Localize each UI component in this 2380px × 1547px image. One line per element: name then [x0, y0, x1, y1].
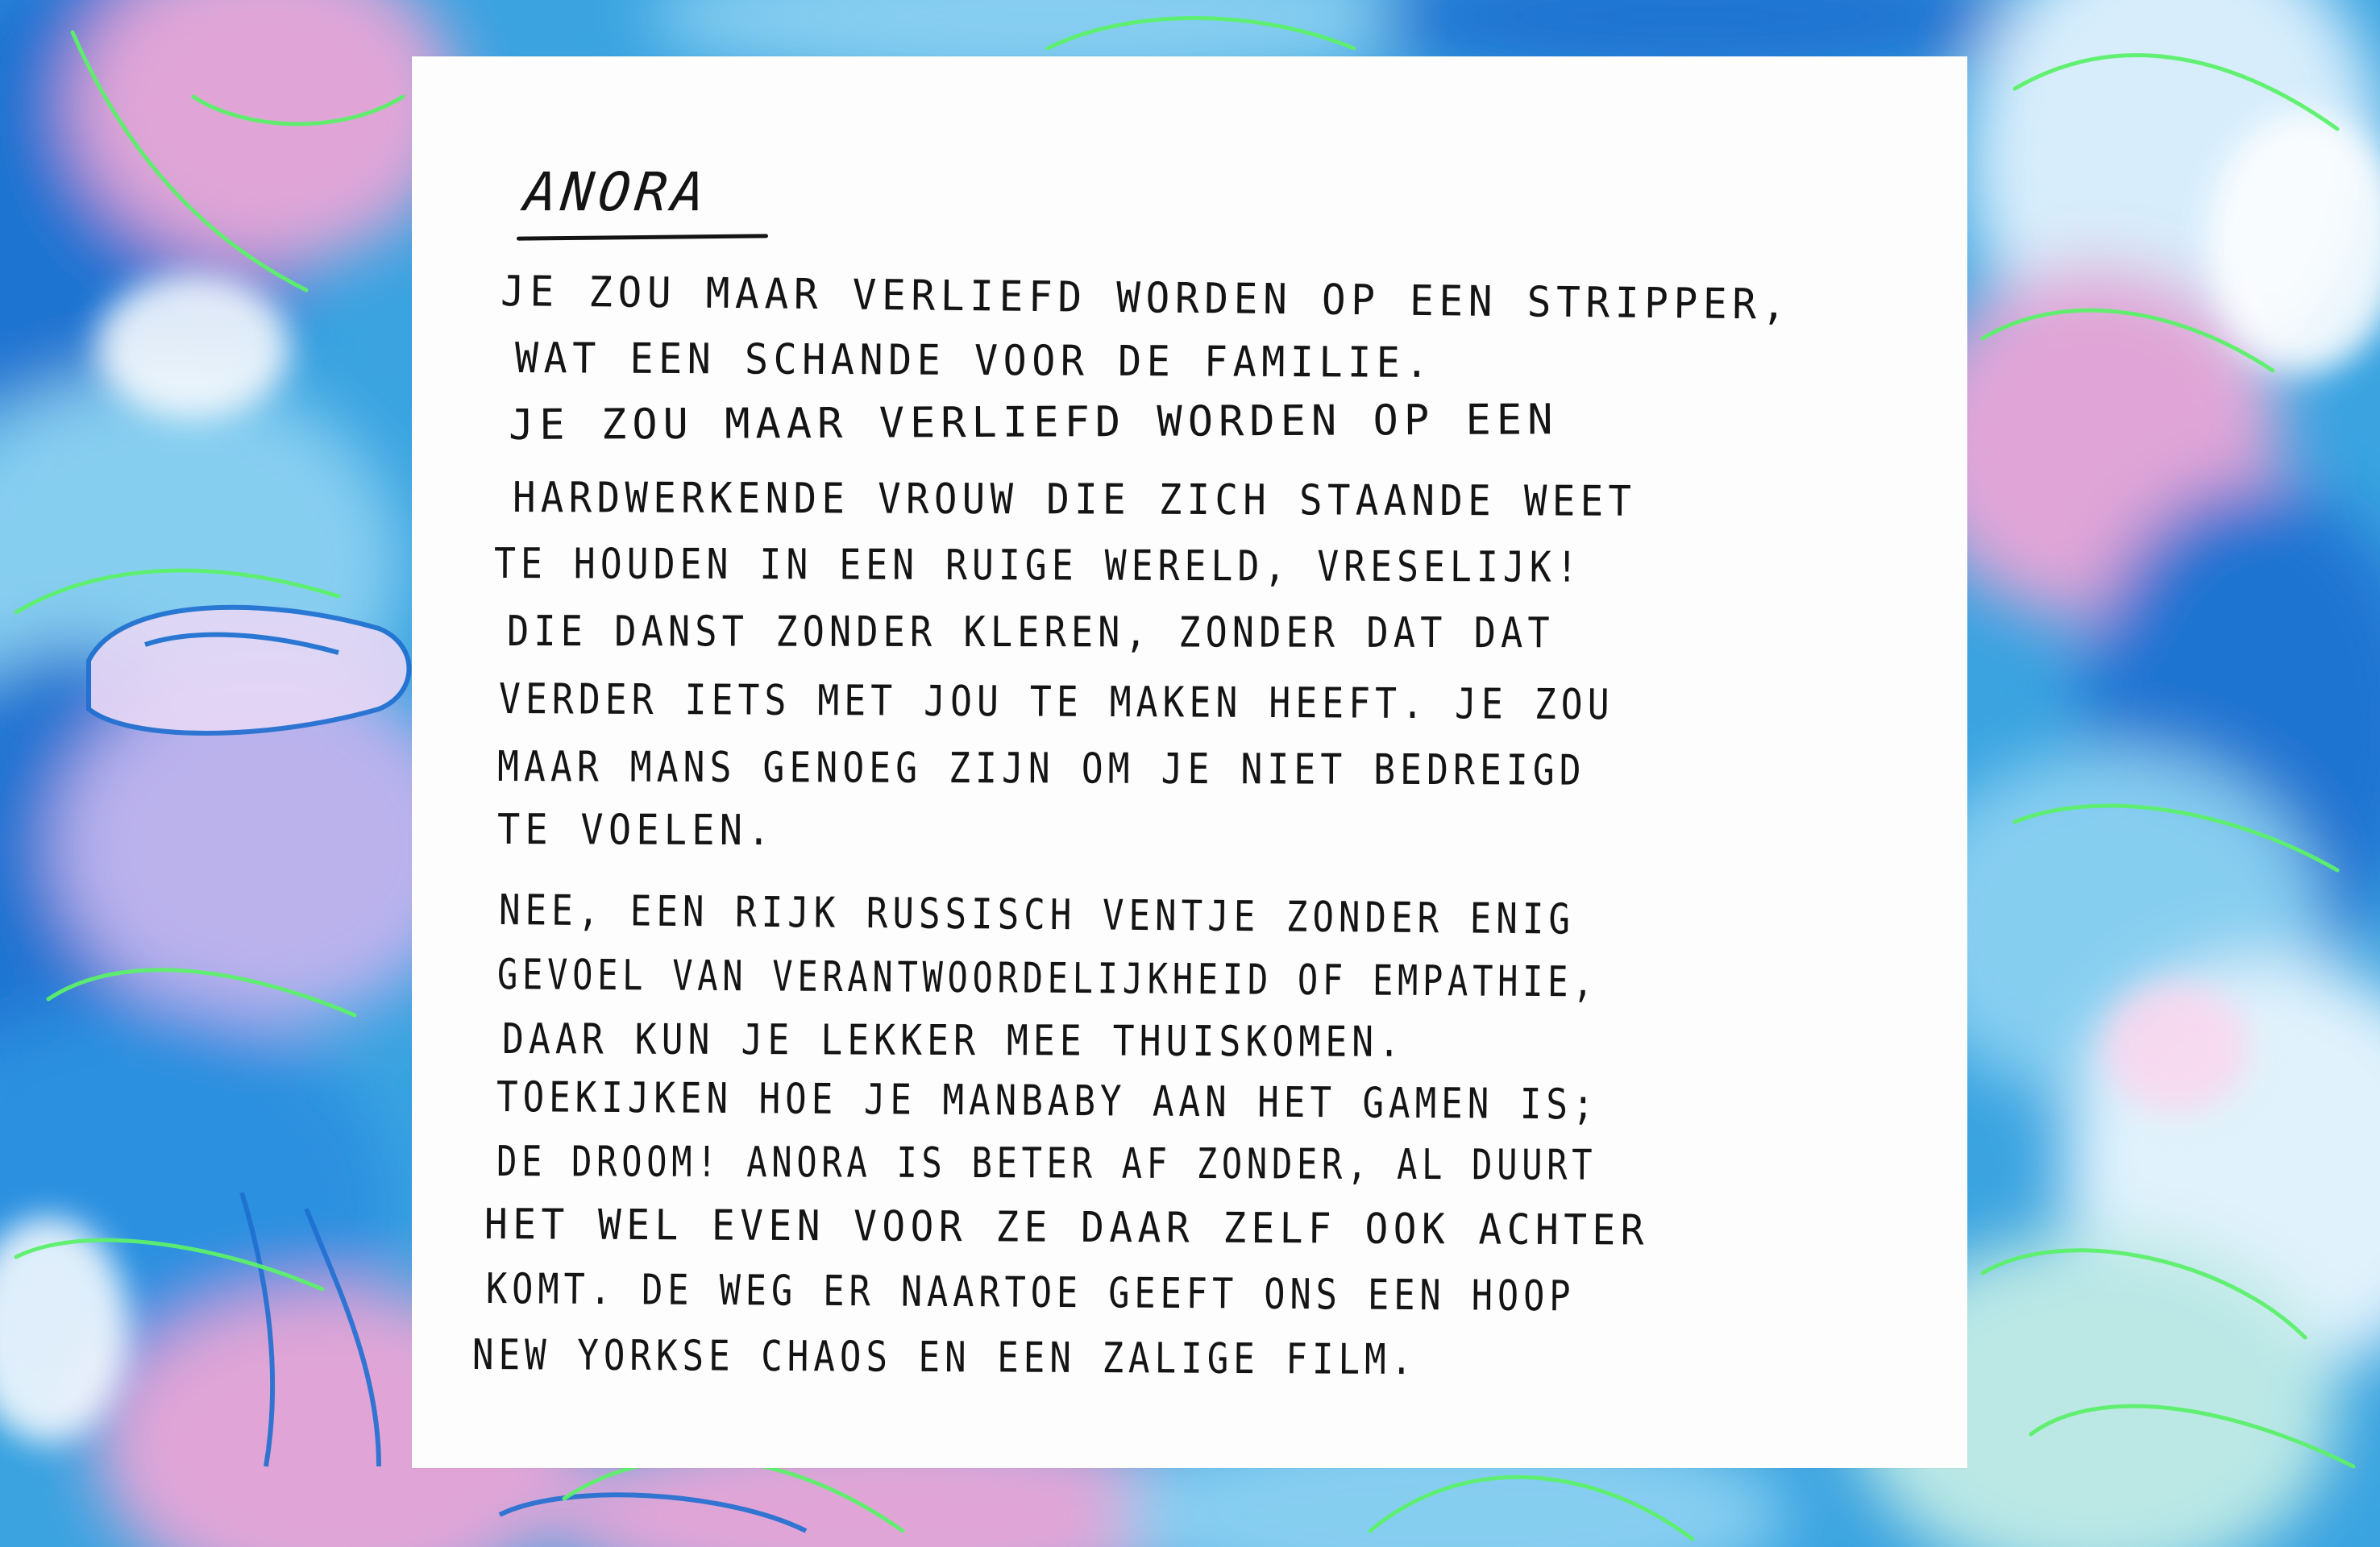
text-line: NEE, EEN RIJK RUSSISCH VENTJE ZONDER ENIG: [498, 886, 1576, 944]
text-line: HARDWERKENDE VROUW DIE ZICH STAANDE WEET: [512, 474, 1637, 526]
text-line: TE HOUDEN IN EEN RUIGE WERELD, VRESELIJK!: [493, 540, 1583, 592]
text-line: VERDER IETS MET JOU TE MAKEN HEEFT. JE ZOU: [498, 675, 1614, 730]
text-line: MAAR MANS GENOEG ZIJN OM JE NIET BEDREIGD: [496, 743, 1586, 795]
title-underline: [517, 234, 768, 240]
text-line: NEW YORKSE CHAOS EN EEN ZALIGE FILM.: [471, 1331, 1418, 1385]
text-line: DE DROOM! ANORA IS BETER AF ZONDER, AL DUURT: [496, 1138, 1597, 1190]
text-line: JE ZOU MAAR VERLIEFD WORDEN OP EEN STRIPPER,: [500, 268, 1792, 330]
text-line: JE ZOU MAAR VERLIEFD WORDEN OP EEN: [508, 396, 1559, 450]
review-title: ANORA: [521, 161, 712, 223]
text-line: KOMT. DE WEG ER NAARTOE GEEFT ONS EEN HOOP: [485, 1265, 1576, 1321]
text-line: TOEKIJKEN HOE JE MANBABY AAN HET GAMEN IS;: [496, 1073, 1599, 1130]
text-line: TE VOELEN.: [496, 806, 775, 856]
text-line: HET WEL EVEN VOOR ZE DAAR ZELF OOK ACHTER: [484, 1201, 1650, 1255]
handwritten-review-card: [412, 56, 1967, 1468]
text-line: GEVOEL VAN VERANTWOORDELIJKHEID OF EMPATHIE,: [496, 951, 1598, 1007]
text-line: WAT EEN SCHANDE VOOR DE FAMILIE.: [514, 334, 1435, 388]
text-line: DAAR KUN JE LEKKER MEE THUISKOMEN.: [501, 1015, 1406, 1067]
text-line: DIE DANST ZONDER KLEREN, ZONDER DAT DAT: [506, 608, 1555, 658]
